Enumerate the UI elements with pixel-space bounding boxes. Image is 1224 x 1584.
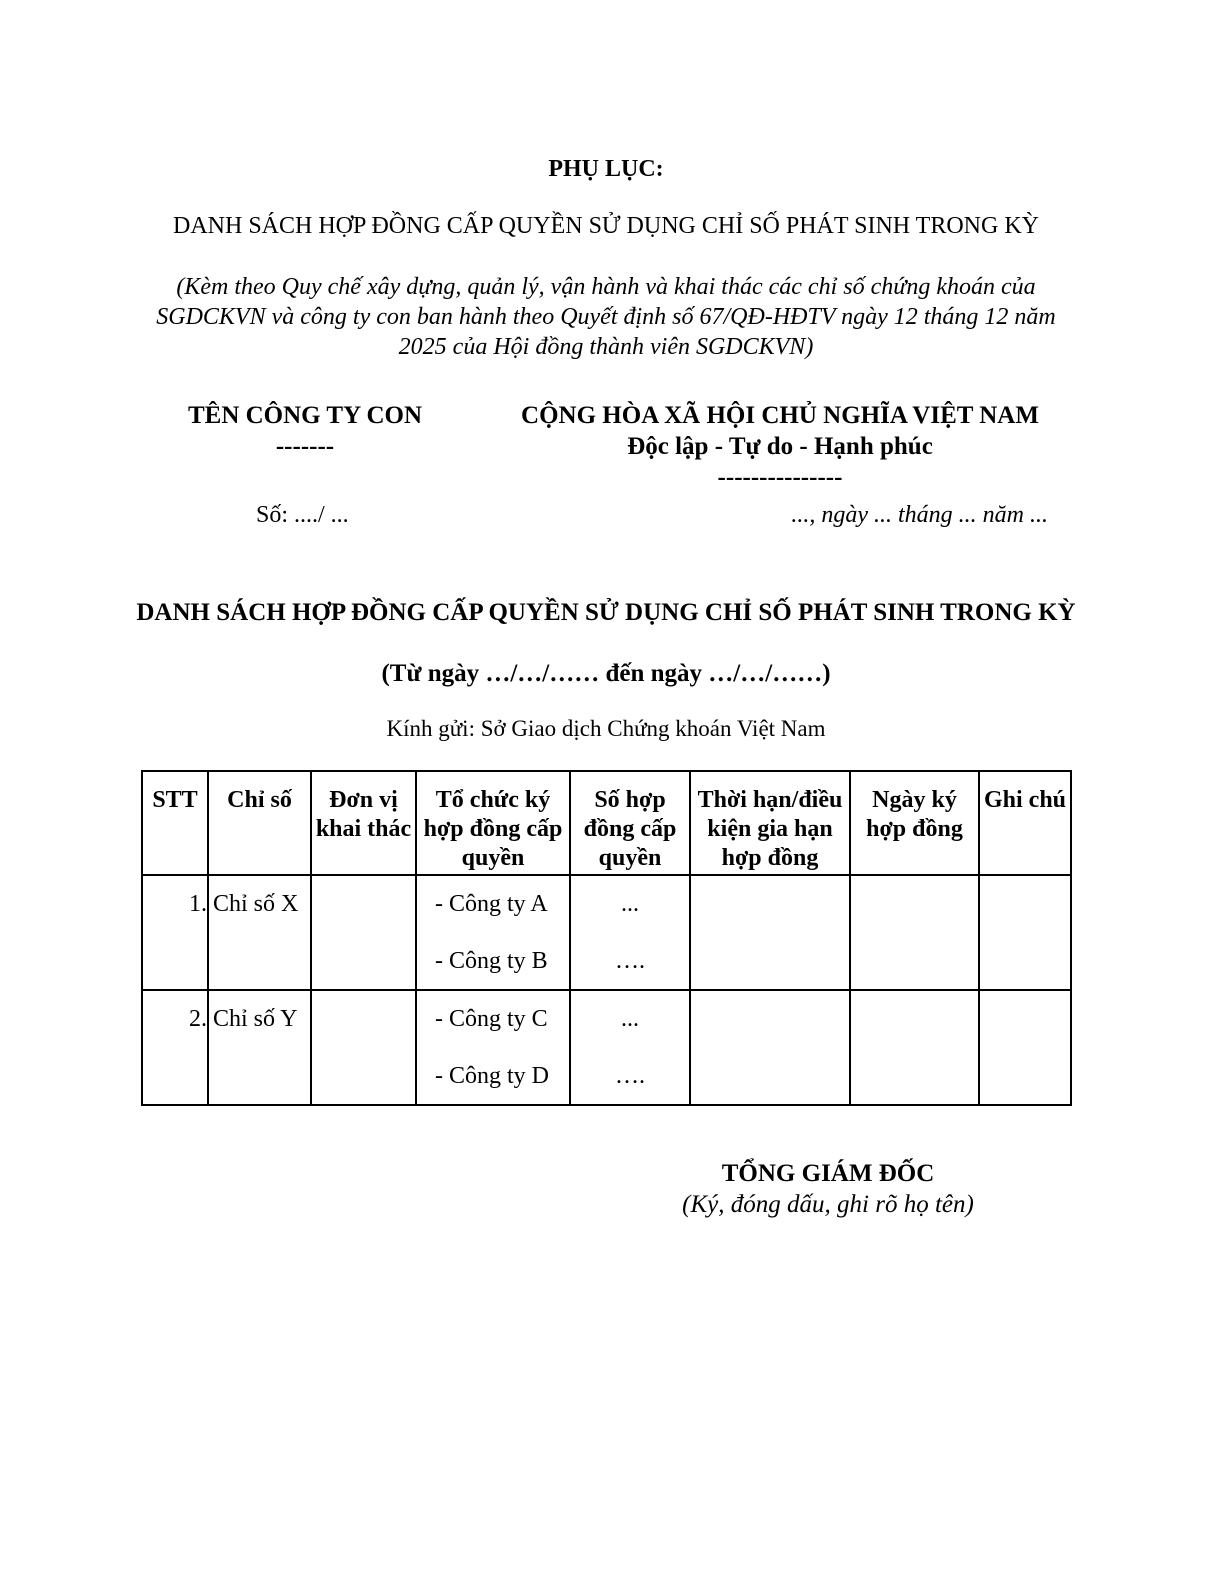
- row-note: [979, 875, 1071, 990]
- row-stt: 1.: [142, 875, 208, 990]
- row-org: - Công ty D: [435, 1063, 549, 1089]
- company-name: TÊN CÔNG TY CON: [187, 402, 423, 429]
- header-stt: STT: [142, 771, 208, 875]
- row-stt: 2.: [142, 990, 208, 1105]
- header-term: Thời hạn/điều kiện gia hạn hợp đồng: [690, 771, 850, 875]
- nation-name: CỘNG HÒA XÃ HỘI CHỦ NGHĨA VIỆT NAM: [521, 402, 1039, 429]
- row-count: ...: [621, 891, 639, 917]
- company-block: [160, 400, 450, 462]
- header-contract-count: Số hợp đồng cấp quyền: [570, 771, 690, 875]
- row-counts: [570, 875, 690, 990]
- appendix-label: PHỤ LỤC:: [548, 156, 664, 182]
- recipient: Kính gửi: Sở Giao dịch Chứng khoán Việt Nam: [386, 716, 826, 741]
- row-count: ….: [615, 948, 645, 974]
- company-separator: -------: [275, 433, 335, 460]
- header-index: Chỉ số: [208, 771, 311, 875]
- row-unit: [311, 990, 416, 1105]
- appendix-note: (Kèm theo Quy chế xây dựng, quản lý, vận hành và khai thác các chỉ số chứng khoán của SGDCKVN và công ty con ban hành theo Quyết định số 67/QĐ-HĐTV ngày 12 tháng 12 năm 2025 của Hội đồng thành viên SGDCKVN): [156, 274, 1056, 360]
- signer-block: [628, 1158, 1028, 1220]
- row-count: ...: [621, 1006, 639, 1032]
- nation-block: [490, 400, 1070, 493]
- contracts-table: [141, 770, 1072, 1106]
- row-term: [690, 990, 850, 1105]
- row-org: - Công ty B: [435, 948, 548, 974]
- signer-note: (Ký, đóng dấu, ghi rõ họ tên): [682, 1191, 974, 1218]
- row-counts: [570, 990, 690, 1105]
- doc-number: Số: ..../ ...: [256, 502, 349, 528]
- signer-title: TỔNG GIÁM ĐỐC: [721, 1160, 935, 1187]
- main-title: DANH SÁCH HỢP ĐỒNG CẤP QUYỀN SỬ DỤNG CHỈ SỐ PHÁT SINH TRONG KỲ: [136, 599, 1076, 626]
- nation-motto: Độc lập - Tự do - Hạnh phúc: [627, 433, 933, 460]
- nation-separator: ---------------: [717, 464, 843, 491]
- row-index: Chỉ số Y: [208, 990, 311, 1105]
- row-orgs: [416, 990, 570, 1105]
- header-org: Tổ chức ký hợp đồng cấp quyền: [416, 771, 570, 875]
- row-orgs: [416, 875, 570, 990]
- header-note: Ghi chú: [979, 771, 1071, 875]
- table-row: [142, 875, 1071, 990]
- period: (Từ ngày …/…/…… đến ngày …/…/……): [381, 660, 831, 687]
- header-unit: Đơn vị khai thác: [311, 771, 416, 875]
- table-row: [142, 990, 1071, 1105]
- row-org: - Công ty C: [435, 1006, 548, 1032]
- row-index: Chỉ số X: [208, 875, 311, 990]
- row-count: ….: [615, 1063, 645, 1089]
- appendix-title: DANH SÁCH HỢP ĐỒNG CẤP QUYỀN SỬ DỤNG CHỈ SỐ PHÁT SINH TRONG KỲ: [172, 213, 1040, 239]
- row-org: - Công ty A: [435, 891, 548, 917]
- doc-date: ..., ngày ... tháng ... năm ...: [791, 502, 1048, 528]
- row-note: [979, 990, 1071, 1105]
- table-header-row: [142, 771, 1071, 875]
- row-sign-date: [850, 990, 979, 1105]
- header-sign-date: Ngày ký hợp đồng: [850, 771, 979, 875]
- row-sign-date: [850, 875, 979, 990]
- row-unit: [311, 875, 416, 990]
- row-term: [690, 875, 850, 990]
